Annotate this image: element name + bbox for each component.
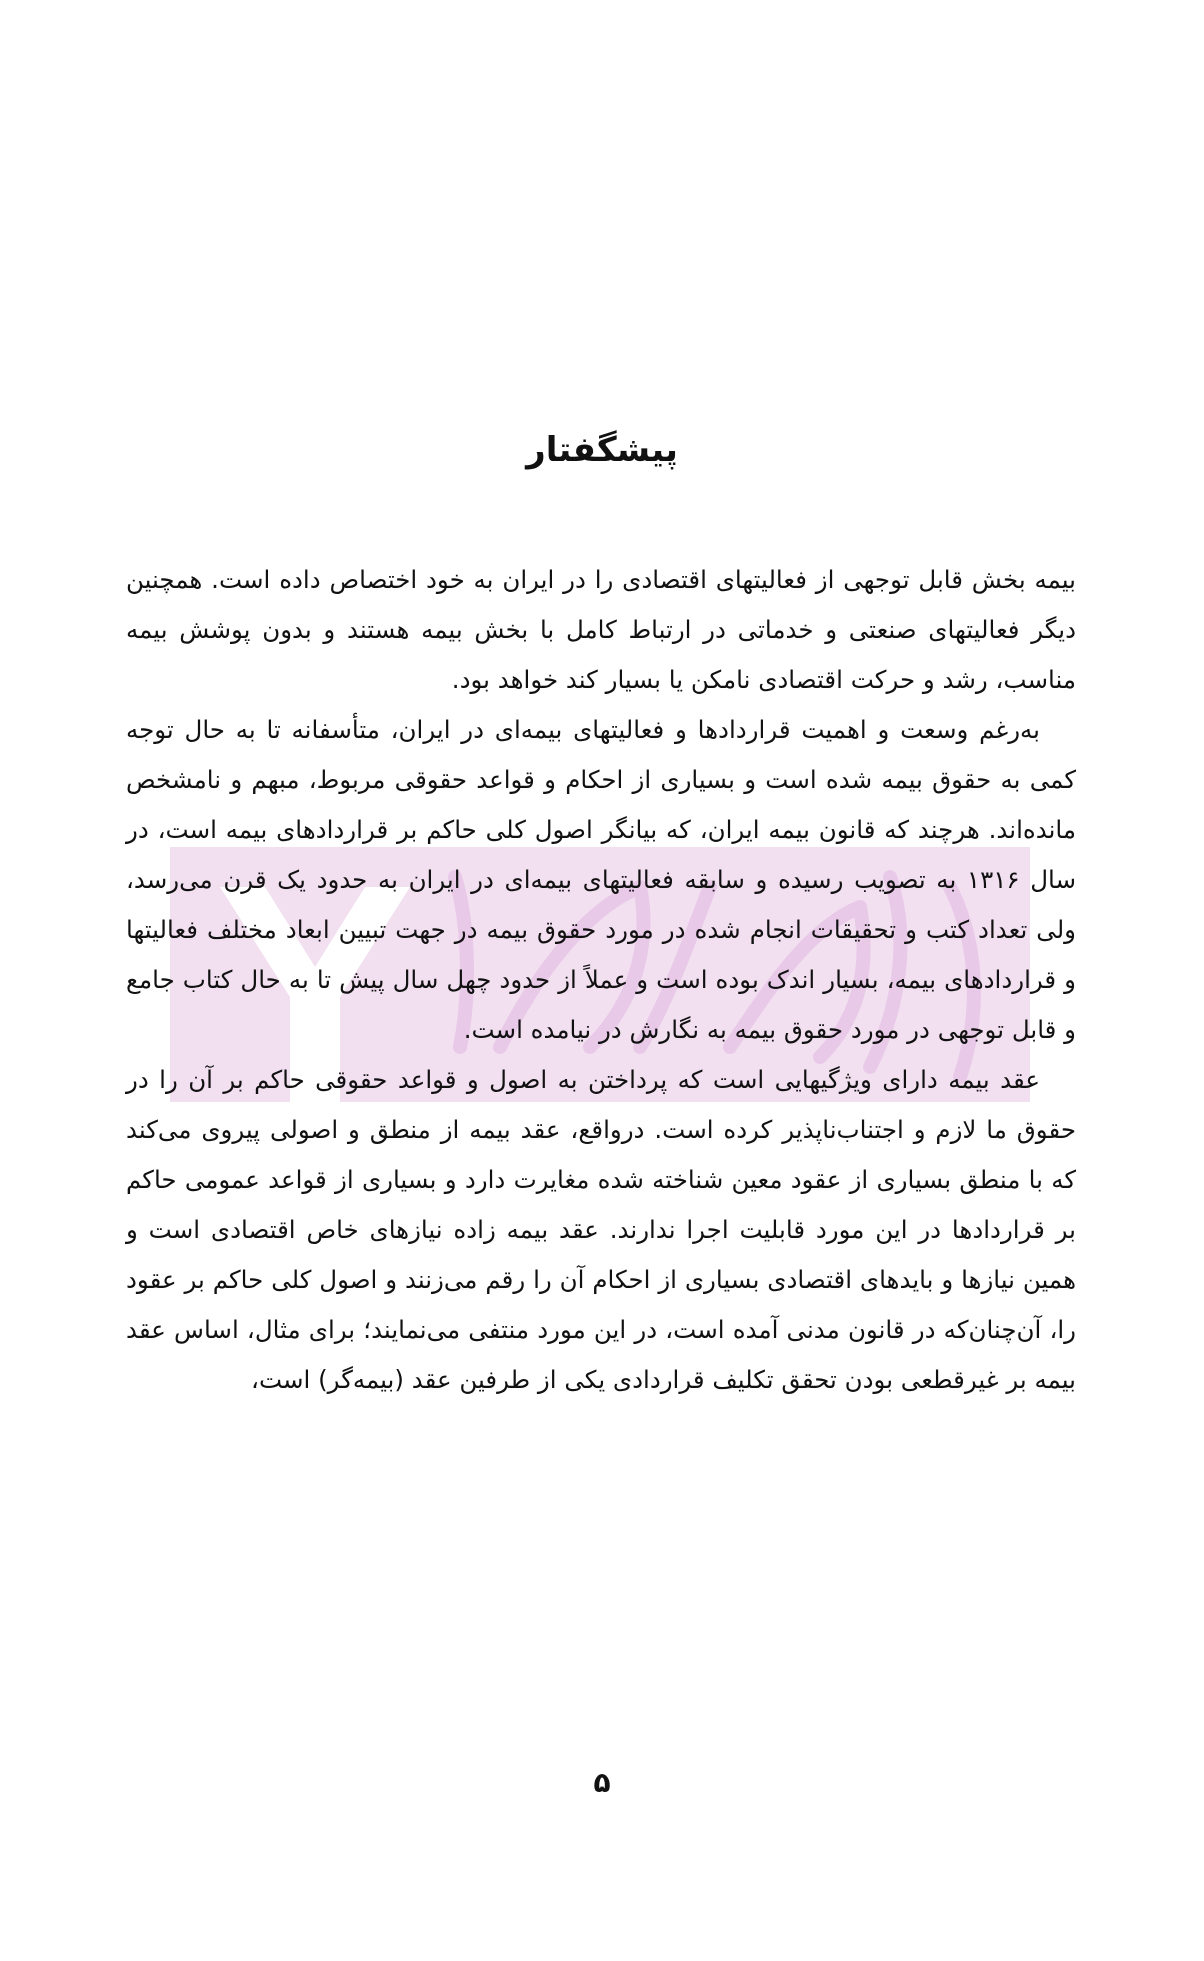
paragraph: به‌رغم وسعت و اهمیت قراردادها و فعالیتهای بیمه‌ای در ایران، متأسفانه تا به حال توجه کمی به حقوق بیمه شده است و بسیاری از احکام و قواعد حقوقی مربوط، مبهم و نامشخص مانده‌اند. هرچند که قانون بیمه ایران، که بیانگر اصول کلی حاکم بر قراردادهای بیمه است، در سال ۱۳۱۶ به تصویب رسیده و سابقه فعالیتهای بیمه‌ای در ایران به حدود یک قرن می‌رسد، ولی تعداد کتب و تحقیقات انجام شده در مورد حقوق بیمه در جهت تبیین ابعاد مختلف فعالیتها و قراردادهای بیمه، بسیار اندک بوده است و عملاً از حدود چهل سال پیش تا به حال کتاب جامع و قابل توجهی در مورد حقوق بیمه به نگارش در نیامده است. [126,715,1076,1044]
paragraph: عقد بیمه دارای ویژگیهایی است که پرداختن به اصول و قواعد حقوقی حاکم بر آن را در حقوق ما لازم و اجتناب‌ناپذیر کرده است. درواقع، عقد بیمه از منطق و اصولی پیروی می‌کند که با منطق بسیاری از عقود معین شناخته شده مغایرت دارد و بسیاری از قواعد عمومی حاکم بر قراردادها در این مورد قابلیت اجرا ندارند. عقد بیمه زاده نیازهای خاص اقتصادی است و همین نیازها و بایدهای اقتصادی بسیاری از احکام آن را رقم می‌زنند و اصول کلی حاکم بر عقود را، آن‌چنان‌که در قانون مدنی آمده است، در این مورد منتفی می‌نمایند؛ برای مثال، اساس عقد بیمه بر غیرقطعی بودن تحقق تکلیف قراردادی یکی از طرفین عقد (بیمه‌گر) است، [126,1065,1076,1394]
paragraph: بیمه بخش قابل توجهی از فعالیتهای اقتصادی را در ایران به خود اختصاص داده است. همچنین دیگر فعالیتهای صنعتی و خدماتی در ارتباط کامل با بخش بیمه هستند و بدون پوشش بیمه مناسب، رشد و حرکت اقتصادی نامکن یا بسیار کند خواهد بود. [126,565,1076,694]
page-title: پیشگفتار [526,430,678,470]
body-text [126,555,1076,1405]
page-number: ۵ [593,1766,611,1799]
